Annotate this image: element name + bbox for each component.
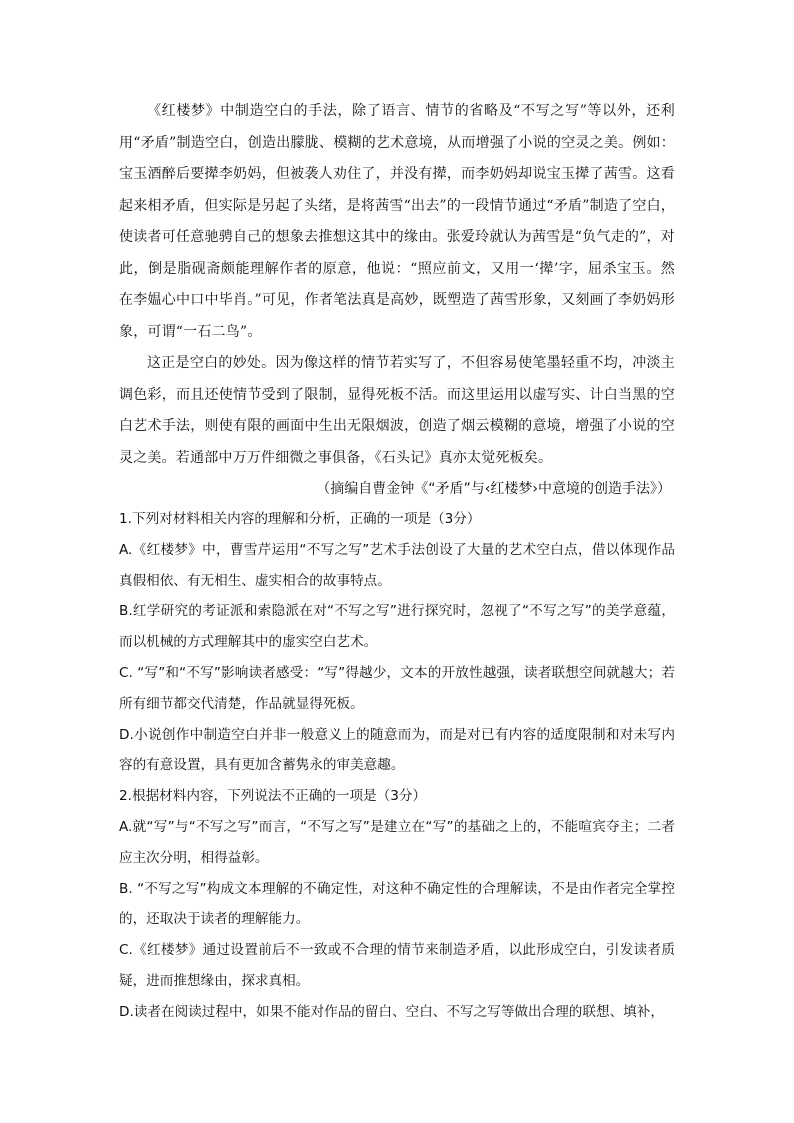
option-b: B.红学研究的考证派和索隐派在对“不写之写”进行探究时，忽视了“不写之写”的美学意蕴，而以机械的方式理解其中的虚实空白艺术。 bbox=[119, 603, 675, 651]
option-b: B. “不写之写”构成文本理解的不确定性，对这种不确定性的合理解读，不是由作者完全掌控的，还取决于读者的理解能力。 bbox=[119, 880, 675, 928]
question-stem: 2.根据材料内容，下列说法不正确的一项是（3分） bbox=[119, 788, 427, 805]
option-c: C.《红楼梦》通过设置前后不一致或不合理的情节来制造矛盾，以此形成空白，引发读者质疑，进而推想缘由，探求真相。 bbox=[119, 942, 675, 989]
option-a: A.《红楼梦》中，曹雪芹运用“不写之写”艺术手法创设了大量的艺术空白点，借以体现作品真假相依、有无相生、虚实相合的故事特点。 bbox=[119, 541, 675, 589]
question-2 bbox=[119, 781, 675, 1027]
option-d: D.小说创作中制造空白并非一般意义上的随意而为，而是对已有内容的适度限制和对未写内容的有意设置，具有更加含蓄隽永的审美意趣。 bbox=[119, 726, 675, 774]
question-1 bbox=[119, 504, 675, 781]
question-stem: 1.下列对材料相关内容的理解和分析，正确的一项是（3分） bbox=[119, 511, 481, 527]
passage-source: （摘编自曹金钟《“矛盾”与‹红楼梦›中意境的创造手法》） bbox=[316, 481, 671, 497]
reading-passage bbox=[119, 96, 675, 504]
passage-paragraph: 《红楼梦》中制造空白的手法，除了语言、情节的省略及“不写之写”等以外，还利用“矛盾”制造空白，创造出朦胧、模糊的艺术意境，从而增强了小说的空灵之美。例如：宝玉酒醉后要撵李奶妈，但被袭人劝住了，并没有撵，而李奶妈却说宝玉撵了茜雪。这看起来相矛盾，但实际是另起了头绪，是将茜雪“出去”的一段情节通过“矛盾”制造了空白，使读者可任意驰骋自己的想象去推想这其中的缘由。张爱玲就认为茜雪是“负气走的”，对此，倒是脂砚斋颇能理解作者的原意，他说：“照应前文，又用一‘撵’字，屈杀宝玉。然在李媪心中口中毕肖。”可见，作者笔法真是高妙，既塑造了茜雪形象，又刻画了李奶妈形象，可谓“一石二鸟”。 bbox=[119, 103, 675, 340]
exam-page bbox=[119, 96, 675, 1028]
passage-paragraph: 这正是空白的妙处。因为像这样的情节若实写了，不但容易使笔墨轻重不均，冲淡主调色彩，而且还使情节受到了限制，显得死板不活。而这里运用以虚写实、计白当黑的空白艺术手法，则使有限的画面中生出无限烟波，创造了烟云模糊的意境，增强了小说的空灵之美。若通部中万万件细微之事俱备，《石头记》真亦太觉死板矣。 bbox=[119, 355, 675, 466]
option-a: A.就“写”与“不写之写”而言，“不写之写”是建立在“写”的基础之上的，不能喧宾夺主；二者应主次分明，相得益彰。 bbox=[119, 818, 675, 866]
option-d: D.读者在阅读过程中，如果不能对作品的留白、空白、不写之写等做出合理的联想、填补， bbox=[119, 1003, 664, 1020]
option-c: C. “写”和“不写”影响读者感受：“写”得越少，文本的开放性越强，读者联想空间就越大；若所有细节都交代清楚，作品就显得死板。 bbox=[119, 664, 675, 712]
